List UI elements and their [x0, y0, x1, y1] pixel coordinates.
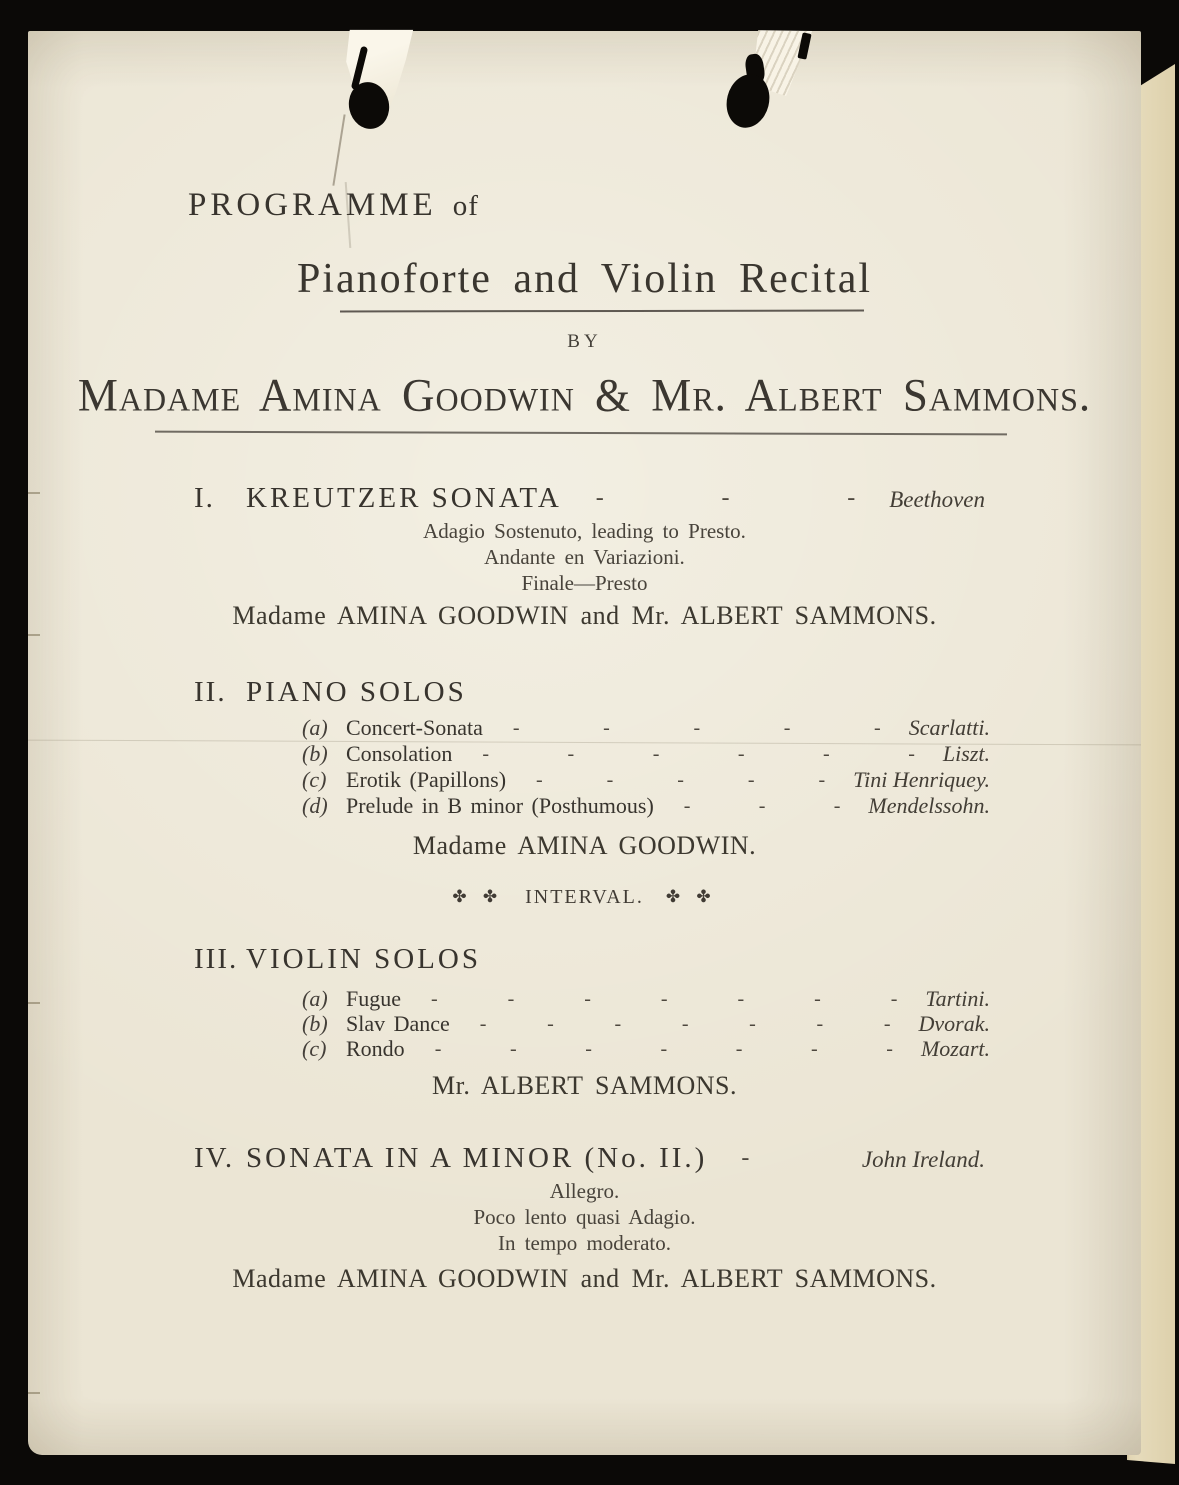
- dash-leaders: - - - - - - -: [431, 987, 898, 1010]
- section-title: VIOLIN SOLOS: [246, 943, 481, 975]
- programme-item: [28, 767, 1141, 793]
- item-composer: Mozart.: [920, 1036, 990, 1061]
- programme-item: [28, 986, 1141, 1012]
- movement: Adagio Sostenuto, leading to Presto.: [423, 519, 746, 543]
- programme-sheet: [28, 31, 1141, 1455]
- section-4-movements: [28, 1179, 1141, 1257]
- performers-underline: [155, 431, 1007, 436]
- item-label: (d): [302, 793, 328, 818]
- section-4-performers: Madame AMINA GOODWIN and Mr. ALBERT SAMMONS.: [232, 1264, 937, 1293]
- dash-leaders: - - - - - -: [482, 742, 915, 765]
- section-title: KREUTZER SONATA: [246, 482, 562, 514]
- section-2-performers: Madame AMINA GOODWIN.: [412, 831, 757, 860]
- interval-label: INTERVAL.: [525, 886, 644, 908]
- movement: Andante en Variazioni.: [484, 545, 685, 569]
- programme-item: [28, 793, 1141, 819]
- movement: In tempo moderato.: [497, 1231, 672, 1255]
- item-title: Rondo: [346, 1036, 405, 1061]
- item-title: Consolation: [346, 741, 453, 766]
- dash-leaders: - - -: [683, 794, 841, 817]
- programme-item: [28, 715, 1141, 741]
- dash-leaders: - - - - -: [536, 768, 826, 791]
- section-3-performers: Mr. ALBERT SAMMONS.: [432, 1071, 737, 1100]
- edge-mark: [28, 634, 40, 636]
- dash-leaders: -: [741, 1145, 750, 1171]
- programme-item: [28, 1036, 1141, 1062]
- section-1-movements: [28, 519, 1141, 597]
- section-title: SONATA IN A MINOR (No. II.): [246, 1142, 708, 1174]
- item-label: (c): [302, 1036, 327, 1061]
- movement: Poco lento quasi Adagio.: [473, 1205, 696, 1229]
- item-composer: Liszt.: [942, 741, 990, 766]
- item-label: (b): [302, 1011, 328, 1036]
- item-composer: Dvorak.: [918, 1011, 990, 1036]
- section-1-performers: Madame AMINA GOODWIN and Mr. ALBERT SAMMONS.: [232, 601, 937, 630]
- movement: Allegro.: [549, 1179, 620, 1203]
- page-title: Pianoforte and Violin Recital: [296, 256, 873, 302]
- item-label: (a): [302, 986, 328, 1011]
- item-composer: Scarlatti.: [908, 715, 990, 740]
- item-label: (b): [302, 741, 328, 766]
- item-label: (c): [302, 767, 327, 792]
- item-composer: Tartini.: [925, 986, 990, 1011]
- section-numeral: IV.: [194, 1142, 235, 1174]
- section-2-heading-row: [28, 676, 1141, 709]
- kicker-suffix: of: [452, 190, 479, 222]
- kicker-main: PROGRAMME: [188, 187, 437, 223]
- section-numeral: III.: [194, 943, 239, 975]
- item-label: (a): [302, 715, 328, 740]
- item-title: Erotik (Papillons): [346, 767, 507, 792]
- item-composer: Tini Henriquey.: [853, 767, 990, 792]
- performers-headline: Madame Amina Goodwin & Mr. Albert Sammons.: [77, 368, 1092, 421]
- by-label: BY: [567, 331, 602, 352]
- programme-item: [28, 1011, 1141, 1037]
- item-composer: Mendelssohn.: [868, 793, 990, 818]
- programme-item: [28, 741, 1141, 767]
- edge-mark: [28, 1392, 40, 1394]
- section-numeral: I.: [194, 482, 215, 514]
- item-title: Fugue: [346, 986, 401, 1011]
- item-title: Concert-Sonata: [346, 715, 483, 740]
- item-title: Prelude in B minor (Posthumous): [346, 793, 654, 818]
- dash-leaders: - - - - -: [512, 716, 881, 739]
- section-4-heading-row: [28, 1142, 1141, 1175]
- section-numeral: II.: [194, 676, 227, 708]
- programme-kicker: [188, 187, 479, 224]
- item-title: Slav Dance: [346, 1011, 450, 1036]
- dash-leaders: - - - - - - -: [479, 1012, 891, 1035]
- composer-name: Beethoven: [889, 487, 985, 512]
- section-1-heading-row: [28, 482, 1141, 515]
- fleuron-icon: ✤ ✤: [452, 887, 504, 906]
- section-title: PIANO SOLOS: [246, 676, 467, 708]
- fleuron-icon: ✤ ✤: [665, 887, 717, 906]
- movement: Finale—Presto: [521, 571, 648, 595]
- section-3-heading-row: [28, 943, 1141, 976]
- title-underline: [340, 310, 864, 313]
- dash-leaders: - - -: [595, 485, 856, 511]
- dash-leaders: - - - - - - -: [434, 1037, 893, 1060]
- composer-name: John Ireland.: [861, 1147, 985, 1172]
- interval-line: [28, 886, 1141, 909]
